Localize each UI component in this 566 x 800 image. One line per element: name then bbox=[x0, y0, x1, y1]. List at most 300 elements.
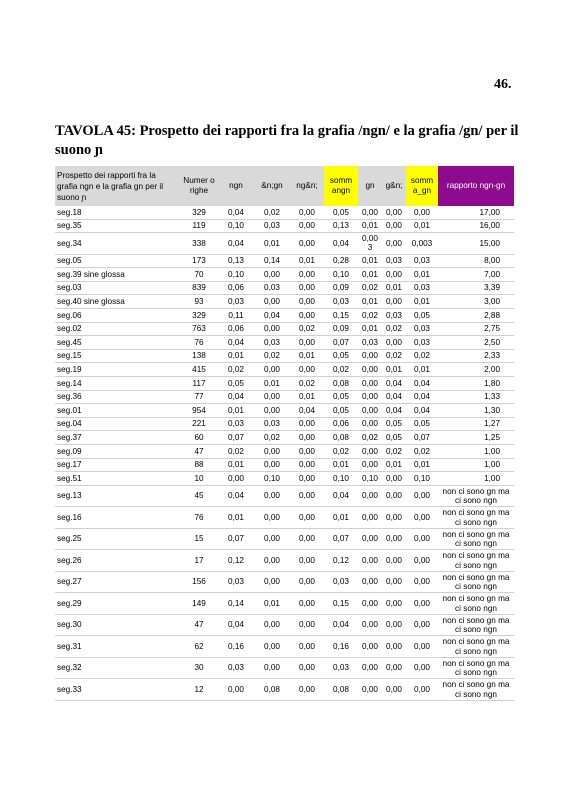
cell-ng-n: 0,01 bbox=[290, 349, 324, 363]
cell-n-gn: 0,01 bbox=[254, 233, 290, 255]
cell-n-gn: 0,00 bbox=[254, 550, 290, 572]
cell-n-gn: 0,00 bbox=[254, 445, 290, 459]
cell-somma-ngn: 0,09 bbox=[324, 281, 358, 295]
table-row bbox=[55, 614, 514, 636]
cell-ng-n: 0,02 bbox=[290, 322, 324, 336]
cell-label: seg.45 bbox=[55, 336, 180, 350]
cell-label: seg.26 bbox=[55, 550, 180, 572]
cell-rapporto: non ci sono gn ma ci sono ngn bbox=[438, 528, 514, 550]
cell-ng-n: 0,00 bbox=[290, 233, 324, 255]
cell-rapporto: 3,00 bbox=[438, 295, 514, 309]
cell-gn: 0,00 bbox=[358, 458, 382, 472]
cell-somma-ngn: 0,05 bbox=[324, 206, 358, 219]
cell-n-gn: 0,04 bbox=[254, 309, 290, 323]
cell-somma-gn: 0,01 bbox=[406, 295, 438, 309]
cell-n-gn: 0,00 bbox=[254, 404, 290, 418]
cell-ngn: 0,13 bbox=[218, 254, 254, 268]
cell-rapporto: 1,25 bbox=[438, 431, 514, 445]
cell-gn: 0,02 bbox=[358, 431, 382, 445]
cell-rapporto: 1,33 bbox=[438, 390, 514, 404]
cell-g-n: 0,00 bbox=[382, 206, 406, 219]
cell-somma-ngn: 0,16 bbox=[324, 636, 358, 658]
cell-n-gn: 0,00 bbox=[254, 268, 290, 282]
table-row bbox=[55, 254, 514, 268]
cell-gn: 0,03 bbox=[358, 336, 382, 350]
cell-ngn: 0,16 bbox=[218, 636, 254, 658]
table-row bbox=[55, 636, 514, 658]
table-row bbox=[55, 458, 514, 472]
cell-righe: 149 bbox=[180, 593, 218, 615]
cell-gn: 0,01 bbox=[358, 295, 382, 309]
cell-somma-gn: 0,02 bbox=[406, 349, 438, 363]
cell-ngn: 0,00 bbox=[218, 472, 254, 486]
cell-righe: 173 bbox=[180, 254, 218, 268]
cell-ng-n: 0,00 bbox=[290, 636, 324, 658]
header-description: Prospetto dei rapporti fra la grafia ngn e la grafia gn per il suono ɲ bbox=[55, 166, 180, 206]
cell-g-n: 0,00 bbox=[382, 472, 406, 486]
cell-label: seg.34 bbox=[55, 233, 180, 255]
cell-gn: 0,00 bbox=[358, 377, 382, 391]
cell-somma-ngn: 0,07 bbox=[324, 528, 358, 550]
table-row bbox=[55, 445, 514, 459]
cell-rapporto: non ci sono gn ma ci sono ngn bbox=[438, 593, 514, 615]
cell-ngn: 0,10 bbox=[218, 268, 254, 282]
cell-n-gn: 0,01 bbox=[254, 593, 290, 615]
cell-rapporto: 1,00 bbox=[438, 445, 514, 459]
cell-n-gn: 0,10 bbox=[254, 472, 290, 486]
cell-n-gn: 0,00 bbox=[254, 485, 290, 507]
cell-ng-n: 0,00 bbox=[290, 485, 324, 507]
cell-somma-ngn: 0,06 bbox=[324, 417, 358, 431]
cell-g-n: 0,04 bbox=[382, 377, 406, 391]
header-somma-gn: somm a_gn bbox=[406, 166, 438, 206]
cell-label: seg.51 bbox=[55, 472, 180, 486]
cell-g-n: 0,01 bbox=[382, 458, 406, 472]
cell-righe: 156 bbox=[180, 571, 218, 593]
cell-ngn: 0,04 bbox=[218, 336, 254, 350]
cell-somma-gn: 0,03 bbox=[406, 322, 438, 336]
cell-gn: 0,00 bbox=[358, 528, 382, 550]
cell-righe: 45 bbox=[180, 485, 218, 507]
cell-somma-ngn: 0,15 bbox=[324, 593, 358, 615]
table-row bbox=[55, 679, 514, 701]
cell-ngn: 0,04 bbox=[218, 206, 254, 219]
cell-rapporto: 16,00 bbox=[438, 219, 514, 233]
cell-somma-ngn: 0,03 bbox=[324, 295, 358, 309]
table-body bbox=[55, 206, 514, 700]
cell-rapporto: non ci sono gn ma ci sono ngn bbox=[438, 550, 514, 572]
table-row bbox=[55, 571, 514, 593]
cell-ngn: 0,02 bbox=[218, 445, 254, 459]
cell-label: seg.25 bbox=[55, 528, 180, 550]
table-row bbox=[55, 404, 514, 418]
cell-ngn: 0,05 bbox=[218, 377, 254, 391]
cell-rapporto: non ci sono gn ma ci sono ngn bbox=[438, 571, 514, 593]
cell-somma-gn: 0,00 bbox=[406, 528, 438, 550]
cell-g-n: 0,00 bbox=[382, 295, 406, 309]
cell-label: seg.40 sine glossa bbox=[55, 295, 180, 309]
cell-righe: 338 bbox=[180, 233, 218, 255]
cell-righe: 839 bbox=[180, 281, 218, 295]
cell-righe: 47 bbox=[180, 614, 218, 636]
cell-somma-gn: 0,00 bbox=[406, 571, 438, 593]
cell-ng-n: 0,01 bbox=[290, 390, 324, 404]
cell-ng-n: 0,00 bbox=[290, 593, 324, 615]
cell-g-n: 0,02 bbox=[382, 349, 406, 363]
table-row bbox=[55, 233, 514, 255]
cell-g-n: 0,04 bbox=[382, 404, 406, 418]
cell-gn: 0,00 3 bbox=[358, 233, 382, 255]
cell-somma-gn: 0,00 bbox=[406, 550, 438, 572]
cell-ngn: 0,04 bbox=[218, 614, 254, 636]
cell-righe: 17 bbox=[180, 550, 218, 572]
cell-g-n: 0,05 bbox=[382, 431, 406, 445]
cell-g-n: 0,00 bbox=[382, 268, 406, 282]
cell-somma-gn: 0,00 bbox=[406, 657, 438, 679]
cell-ng-n: 0,00 bbox=[290, 507, 324, 529]
cell-label: seg.31 bbox=[55, 636, 180, 658]
cell-righe: 119 bbox=[180, 219, 218, 233]
cell-somma-ngn: 0,05 bbox=[324, 349, 358, 363]
cell-g-n: 0,00 bbox=[382, 679, 406, 701]
cell-rapporto: 2,00 bbox=[438, 363, 514, 377]
cell-rapporto: 1,00 bbox=[438, 472, 514, 486]
cell-gn: 0,00 bbox=[358, 404, 382, 418]
header-somma-ngn: somm angn bbox=[324, 166, 358, 206]
cell-n-gn: 0,03 bbox=[254, 219, 290, 233]
cell-somma-gn: 0,07 bbox=[406, 431, 438, 445]
cell-g-n: 0,02 bbox=[382, 445, 406, 459]
cell-somma-gn: 0,00 bbox=[406, 679, 438, 701]
cell-ng-n: 0,00 bbox=[290, 336, 324, 350]
cell-somma-ngn: 0,01 bbox=[324, 507, 358, 529]
cell-righe: 47 bbox=[180, 445, 218, 459]
header-numero-righe: Numer o righe bbox=[180, 166, 218, 206]
table-row bbox=[55, 281, 514, 295]
cell-somma-ngn: 0,10 bbox=[324, 472, 358, 486]
cell-ng-n: 0,00 bbox=[290, 281, 324, 295]
table-row bbox=[55, 268, 514, 282]
cell-somma-gn: 0,01 bbox=[406, 268, 438, 282]
cell-label: seg.15 bbox=[55, 349, 180, 363]
cell-n-gn: 0,00 bbox=[254, 571, 290, 593]
cell-somma-ngn: 0,04 bbox=[324, 614, 358, 636]
cell-somma-ngn: 0,01 bbox=[324, 458, 358, 472]
cell-somma-gn: 0,01 bbox=[406, 363, 438, 377]
cell-ng-n: 0,01 bbox=[290, 254, 324, 268]
cell-ngn: 0,00 bbox=[218, 679, 254, 701]
cell-rapporto: non ci sono gn ma ci sono ngn bbox=[438, 485, 514, 507]
cell-somma-ngn: 0,02 bbox=[324, 445, 358, 459]
cell-ng-n: 0,02 bbox=[290, 377, 324, 391]
cell-g-n: 0,00 bbox=[382, 593, 406, 615]
cell-label: seg.37 bbox=[55, 431, 180, 445]
cell-ng-n: 0,00 bbox=[290, 268, 324, 282]
cell-n-gn: 0,00 bbox=[254, 528, 290, 550]
cell-label: seg.32 bbox=[55, 657, 180, 679]
cell-n-gn: 0,03 bbox=[254, 336, 290, 350]
cell-rapporto: 17,00 bbox=[438, 206, 514, 219]
cell-label: seg.30 bbox=[55, 614, 180, 636]
cell-ng-n: 0,04 bbox=[290, 404, 324, 418]
cell-label: seg.03 bbox=[55, 281, 180, 295]
cell-g-n: 0,00 bbox=[382, 657, 406, 679]
cell-gn: 0,00 bbox=[358, 363, 382, 377]
cell-gn: 0,02 bbox=[358, 281, 382, 295]
cell-ngn: 0,03 bbox=[218, 295, 254, 309]
cell-somma-gn: 0,01 bbox=[406, 458, 438, 472]
cell-somma-ngn: 0,15 bbox=[324, 309, 358, 323]
cell-n-gn: 0,00 bbox=[254, 322, 290, 336]
cell-somma-gn: 0,00 bbox=[406, 614, 438, 636]
cell-ng-n: 0,00 bbox=[290, 445, 324, 459]
cell-gn: 0,00 bbox=[358, 349, 382, 363]
cell-ng-n: 0,00 bbox=[290, 528, 324, 550]
cell-rapporto: 3,39 bbox=[438, 281, 514, 295]
cell-somma-ngn: 0,04 bbox=[324, 233, 358, 255]
table-row bbox=[55, 219, 514, 233]
cell-gn: 0,00 bbox=[358, 636, 382, 658]
cell-righe: 15 bbox=[180, 528, 218, 550]
header-ngn: ngn bbox=[218, 166, 254, 206]
header-rapporto: rapporto ngn-gn bbox=[438, 166, 514, 206]
cell-rapporto: 8,00 bbox=[438, 254, 514, 268]
cell-ng-n: 0,00 bbox=[290, 614, 324, 636]
cell-righe: 415 bbox=[180, 363, 218, 377]
table-row bbox=[55, 377, 514, 391]
cell-g-n: 0,00 bbox=[382, 528, 406, 550]
cell-label: seg.02 bbox=[55, 322, 180, 336]
cell-ng-n: 0,00 bbox=[290, 417, 324, 431]
cell-rapporto: 1,30 bbox=[438, 404, 514, 418]
cell-gn: 0,00 bbox=[358, 507, 382, 529]
cell-label: seg.14 bbox=[55, 377, 180, 391]
cell-righe: 76 bbox=[180, 336, 218, 350]
cell-righe: 10 bbox=[180, 472, 218, 486]
cell-ng-n: 0,00 bbox=[290, 363, 324, 377]
cell-somma-ngn: 0,13 bbox=[324, 219, 358, 233]
cell-ng-n: 0,00 bbox=[290, 571, 324, 593]
table-row bbox=[55, 390, 514, 404]
cell-somma-gn: 0,05 bbox=[406, 417, 438, 431]
cell-somma-gn: 0,00 bbox=[406, 507, 438, 529]
cell-somma-gn: 0,00 bbox=[406, 206, 438, 219]
cell-somma-gn: 0,00 bbox=[406, 593, 438, 615]
cell-somma-gn: 0,04 bbox=[406, 404, 438, 418]
cell-gn: 0,00 bbox=[358, 445, 382, 459]
cell-rapporto: 2,75 bbox=[438, 322, 514, 336]
cell-ngn: 0,04 bbox=[218, 390, 254, 404]
cell-label: seg.29 bbox=[55, 593, 180, 615]
table-row bbox=[55, 657, 514, 679]
header-g-n: g&n; bbox=[382, 166, 406, 206]
header-n-gn: &n;gn bbox=[254, 166, 290, 206]
cell-somma-gn: 0,00 bbox=[406, 636, 438, 658]
cell-ngn: 0,04 bbox=[218, 233, 254, 255]
cell-label: seg.36 bbox=[55, 390, 180, 404]
cell-righe: 117 bbox=[180, 377, 218, 391]
cell-ng-n: 0,00 bbox=[290, 472, 324, 486]
cell-ng-n: 0,00 bbox=[290, 550, 324, 572]
table-row bbox=[55, 507, 514, 529]
cell-label: seg.01 bbox=[55, 404, 180, 418]
cell-gn: 0,01 bbox=[358, 219, 382, 233]
cell-g-n: 0,00 bbox=[382, 550, 406, 572]
cell-ng-n: 0,00 bbox=[290, 295, 324, 309]
cell-ng-n: 0,00 bbox=[290, 657, 324, 679]
cell-righe: 70 bbox=[180, 268, 218, 282]
cell-righe: 77 bbox=[180, 390, 218, 404]
cell-n-gn: 0,02 bbox=[254, 431, 290, 445]
cell-label: seg.06 bbox=[55, 309, 180, 323]
table-row bbox=[55, 336, 514, 350]
table-row bbox=[55, 417, 514, 431]
cell-rapporto: 2,33 bbox=[438, 349, 514, 363]
cell-n-gn: 0,00 bbox=[254, 363, 290, 377]
cell-n-gn: 0,00 bbox=[254, 657, 290, 679]
table-row bbox=[55, 472, 514, 486]
cell-g-n: 0,00 bbox=[382, 614, 406, 636]
cell-righe: 62 bbox=[180, 636, 218, 658]
table-row bbox=[55, 431, 514, 445]
cell-somma-ngn: 0,12 bbox=[324, 550, 358, 572]
cell-label: seg.33 bbox=[55, 679, 180, 701]
table-row bbox=[55, 550, 514, 572]
cell-gn: 0,02 bbox=[358, 309, 382, 323]
cell-gn: 0,00 bbox=[358, 657, 382, 679]
cell-somma-ngn: 0,04 bbox=[324, 485, 358, 507]
cell-gn: 0,00 bbox=[358, 485, 382, 507]
table-row bbox=[55, 593, 514, 615]
cell-gn: 0,01 bbox=[358, 322, 382, 336]
cell-label: seg.35 bbox=[55, 219, 180, 233]
table-header-row bbox=[55, 166, 514, 206]
cell-righe: 30 bbox=[180, 657, 218, 679]
table-row bbox=[55, 206, 514, 219]
cell-gn: 0,10 bbox=[358, 472, 382, 486]
cell-somma-gn: 0,00 bbox=[406, 485, 438, 507]
cell-label: seg.09 bbox=[55, 445, 180, 459]
cell-label: seg.17 bbox=[55, 458, 180, 472]
cell-somma-gn: 0,03 bbox=[406, 281, 438, 295]
cell-gn: 0,00 bbox=[358, 593, 382, 615]
cell-ngn: 0,03 bbox=[218, 657, 254, 679]
cell-g-n: 0,00 bbox=[382, 219, 406, 233]
cell-label: seg.27 bbox=[55, 571, 180, 593]
cell-somma-ngn: 0,05 bbox=[324, 404, 358, 418]
cell-ngn: 0,04 bbox=[218, 485, 254, 507]
cell-n-gn: 0,00 bbox=[254, 507, 290, 529]
cell-n-gn: 0,03 bbox=[254, 281, 290, 295]
table-title: TAVOLA 45: Prospetto dei rapporti fra la grafia /ngn/ e la grafia /gn/ per il suono ɲ bbox=[55, 123, 519, 158]
table-row bbox=[55, 309, 514, 323]
cell-gn: 0,01 bbox=[358, 268, 382, 282]
cell-g-n: 0,00 bbox=[382, 233, 406, 255]
cell-righe: 93 bbox=[180, 295, 218, 309]
table-row bbox=[55, 349, 514, 363]
cell-ngn: 0,10 bbox=[218, 219, 254, 233]
cell-righe: 88 bbox=[180, 458, 218, 472]
cell-somma-gn: 0,003 bbox=[406, 233, 438, 255]
cell-righe: 60 bbox=[180, 431, 218, 445]
cell-somma-gn: 0,05 bbox=[406, 309, 438, 323]
cell-ngn: 0,06 bbox=[218, 281, 254, 295]
cell-ngn: 0,01 bbox=[218, 404, 254, 418]
cell-somma-ngn: 0,07 bbox=[324, 336, 358, 350]
cell-ng-n: 0,00 bbox=[290, 458, 324, 472]
cell-label: seg.05 bbox=[55, 254, 180, 268]
cell-ng-n: 0,00 bbox=[290, 431, 324, 445]
cell-n-gn: 0,00 bbox=[254, 295, 290, 309]
ratio-table bbox=[55, 166, 514, 701]
cell-g-n: 0,05 bbox=[382, 417, 406, 431]
cell-ngn: 0,02 bbox=[218, 363, 254, 377]
cell-gn: 0,00 bbox=[358, 571, 382, 593]
cell-rapporto: non ci sono gn ma ci sono ngn bbox=[438, 614, 514, 636]
cell-ngn: 0,11 bbox=[218, 309, 254, 323]
cell-rapporto: 7,00 bbox=[438, 268, 514, 282]
cell-n-gn: 0,02 bbox=[254, 349, 290, 363]
cell-g-n: 0,01 bbox=[382, 281, 406, 295]
cell-n-gn: 0,00 bbox=[254, 636, 290, 658]
cell-righe: 763 bbox=[180, 322, 218, 336]
cell-righe: 76 bbox=[180, 507, 218, 529]
cell-rapporto: non ci sono gn ma ci sono ngn bbox=[438, 636, 514, 658]
cell-n-gn: 0,01 bbox=[254, 377, 290, 391]
cell-somma-gn: 0,03 bbox=[406, 336, 438, 350]
cell-gn: 0,00 bbox=[358, 206, 382, 219]
cell-somma-ngn: 0,03 bbox=[324, 571, 358, 593]
header-gn: gn bbox=[358, 166, 382, 206]
cell-somma-ngn: 0,05 bbox=[324, 390, 358, 404]
cell-rapporto: 1,80 bbox=[438, 377, 514, 391]
cell-gn: 0,00 bbox=[358, 417, 382, 431]
cell-ng-n: 0,00 bbox=[290, 309, 324, 323]
table-row bbox=[55, 363, 514, 377]
cell-righe: 12 bbox=[180, 679, 218, 701]
table-row bbox=[55, 295, 514, 309]
cell-label: seg.39 sine glossa bbox=[55, 268, 180, 282]
cell-righe: 954 bbox=[180, 404, 218, 418]
cell-ngn: 0,03 bbox=[218, 417, 254, 431]
cell-g-n: 0,03 bbox=[382, 309, 406, 323]
cell-somma-ngn: 0,08 bbox=[324, 431, 358, 445]
cell-somma-gn: 0,03 bbox=[406, 254, 438, 268]
cell-g-n: 0,00 bbox=[382, 636, 406, 658]
cell-righe: 329 bbox=[180, 309, 218, 323]
cell-label: seg.19 bbox=[55, 363, 180, 377]
cell-ngn: 0,07 bbox=[218, 431, 254, 445]
cell-gn: 0,00 bbox=[358, 679, 382, 701]
header-ng-n: ng&n; bbox=[290, 166, 324, 206]
cell-ngn: 0,12 bbox=[218, 550, 254, 572]
cell-ng-n: 0,00 bbox=[290, 206, 324, 219]
cell-n-gn: 0,00 bbox=[254, 458, 290, 472]
cell-ngn: 0,01 bbox=[218, 507, 254, 529]
cell-righe: 329 bbox=[180, 206, 218, 219]
cell-gn: 0,00 bbox=[358, 550, 382, 572]
cell-somma-gn: 0,04 bbox=[406, 390, 438, 404]
cell-rapporto: 2,50 bbox=[438, 336, 514, 350]
page-number: 46. bbox=[494, 77, 512, 92]
cell-somma-gn: 0,02 bbox=[406, 445, 438, 459]
cell-g-n: 0,01 bbox=[382, 363, 406, 377]
cell-g-n: 0,02 bbox=[382, 322, 406, 336]
cell-rapporto: non ci sono gn ma ci sono ngn bbox=[438, 507, 514, 529]
cell-somma-gn: 0,10 bbox=[406, 472, 438, 486]
cell-ngn: 0,06 bbox=[218, 322, 254, 336]
cell-g-n: 0,00 bbox=[382, 336, 406, 350]
